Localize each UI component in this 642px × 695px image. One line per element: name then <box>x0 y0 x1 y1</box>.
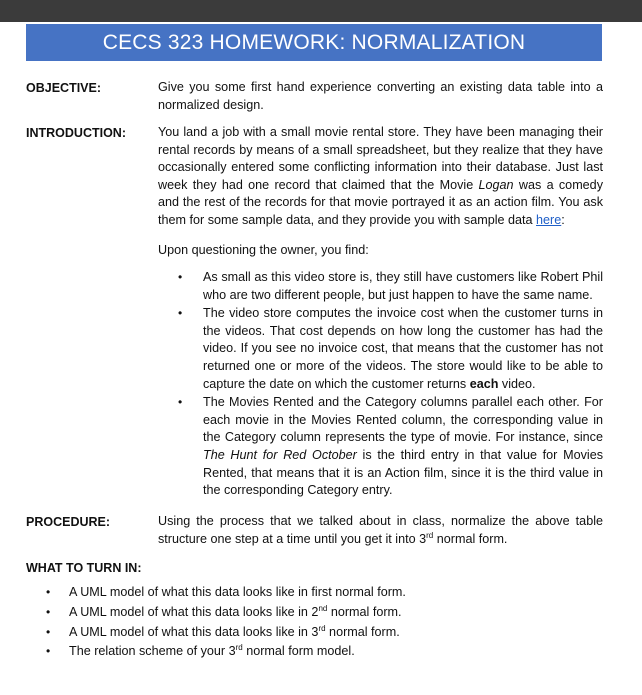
finding-text: video. <box>498 376 536 391</box>
finding-text: The video store computes the invoice cost when the customer turns in the videos. That cost depends on how long the customer has had the video. If you see no invoice cost, that means that the customer has not returned one or more of the videos. The store would like to be able to capture the date on which the customer returns <box>203 306 603 391</box>
bullet-icon: • <box>46 585 51 599</box>
finding-text: The Movies Rented and the Category columns parallel each other. For each movie in the Movies Rented column, the corresponding value in the Category column represents the type of movie. For instance, since <box>203 395 603 445</box>
introduction-label: INTRODUCTION: <box>26 126 126 140</box>
bullet-icon: • <box>46 644 51 659</box>
procedure-text-part: normal form. <box>433 531 508 546</box>
turnin-text: normal form. <box>327 604 402 619</box>
list-item <box>178 394 603 500</box>
list-item <box>46 623 606 643</box>
procedure-text-part: Using the process that we talked about in class, normalize the above table structure one step at a time until you get it into 3 <box>158 514 603 546</box>
findings-list <box>178 269 603 501</box>
turnin-label: WHAT TO TURN IN: <box>26 561 142 575</box>
finding-text: is the third entry in that value for Movies Rented, that means that it is an Action film, since it is the third value in the corresponding Category entry. <box>203 447 603 498</box>
turnin-text: normal form. <box>325 624 400 639</box>
turnin-text: normal form model. <box>242 644 355 659</box>
bullet-icon: • <box>46 624 51 639</box>
superscript: rd <box>426 530 434 540</box>
procedure-label: PROCEDURE: <box>26 515 111 529</box>
movie-title-logan: Logan <box>478 177 514 192</box>
list-item <box>178 269 603 304</box>
sample-data-link[interactable]: here <box>536 212 562 227</box>
finding-text: As small as this video store is, they still have customers like Robert Phil who are two different people, but just happen to have the same name. <box>203 270 603 302</box>
turnin-text: A UML model of what this data looks like in 3 <box>69 624 319 639</box>
intro-text-part: You land a job with a small movie rental store. They have been managing their rental records by means of a small spreadsheet, but they realize that they have occasionally entered some conflicting information into their database. Just last week they had one record that claimed that the Movie <box>158 125 603 192</box>
list-item <box>46 642 606 662</box>
objective-label: OBJECTIVE: <box>26 81 102 95</box>
introduction-paragraph <box>158 124 603 230</box>
superscript: rd <box>318 623 326 633</box>
turnin-list <box>46 583 606 662</box>
list-item <box>178 305 603 393</box>
intro-text-part: : <box>561 212 565 227</box>
window-top-bar <box>0 0 642 22</box>
questioning-paragraph: Upon questioning the owner, you find: <box>158 243 369 257</box>
bullet-icon: • <box>46 604 51 619</box>
superscript: nd <box>318 603 328 613</box>
movie-title-hunt: The Hunt for Red October <box>203 447 357 462</box>
emphasis-each: each <box>469 376 499 391</box>
list-item <box>46 583 606 603</box>
bullet-icon: • <box>178 395 183 410</box>
procedure-text <box>158 513 603 548</box>
turnin-text: A UML model of what this data looks like in first normal form. <box>69 585 406 599</box>
turnin-text: A UML model of what this data looks like in 2 <box>69 604 319 619</box>
objective-text: Give you some first hand experience converting an existing data table into a normalized design. <box>158 80 603 112</box>
superscript: rd <box>235 643 243 653</box>
list-item <box>46 603 606 623</box>
page-title: CECS 323 HOMEWORK: NORMALIZATION <box>102 30 526 54</box>
bullet-icon: • <box>178 270 183 284</box>
turnin-text: The relation scheme of your 3 <box>69 644 236 659</box>
title-banner <box>26 24 602 61</box>
bullet-icon: • <box>178 306 183 321</box>
intro-text-part: was a comedy and the rest of the records for that movie portrayed it as an action film. You ask them for some sample data, and they provide you with sample data <box>158 177 603 227</box>
